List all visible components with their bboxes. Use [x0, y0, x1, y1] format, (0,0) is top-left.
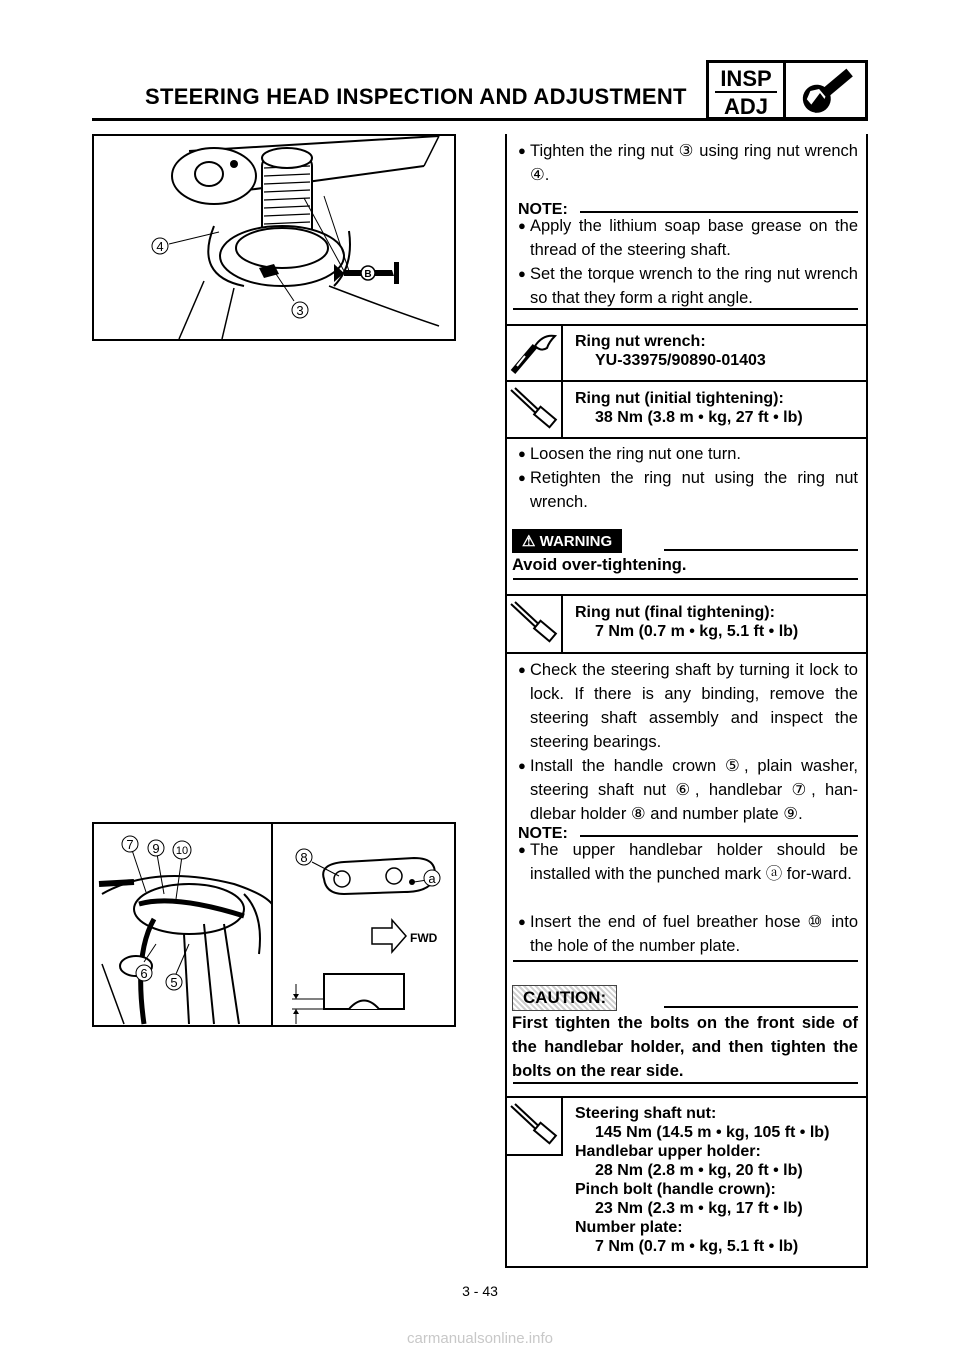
torque-spec-value: 145 Nm (14.5 m • kg, 105 ft • lb) [595, 1124, 830, 1141]
warning-end-rule [513, 578, 858, 580]
callout-3: 3 [296, 303, 304, 318]
page-number: 3 - 43 [462, 1283, 498, 1299]
torque-spec-title: Pinch bolt (handle crown): [575, 1181, 776, 1198]
warning-badge: ⚠ WARNING [512, 529, 622, 553]
bullet-icon: ● [518, 842, 526, 857]
handlebar-illustration [94, 824, 454, 1025]
badge-line2: ADJ [723, 94, 768, 119]
bullet-icon: ● [518, 218, 526, 233]
fwd-arrow-icon [372, 920, 406, 952]
note-rule [580, 211, 858, 213]
watermark: carmanualsonline.info [407, 1330, 553, 1347]
wrench-icon [786, 63, 865, 120]
spec-initial-tightening: Ring nut (initial tightening): 38 Nm (3.8 m • kg, 27 ft • lb) [575, 390, 803, 426]
callout-a: a [428, 871, 436, 886]
torque-spec-value: 28 Nm (2.8 m • kg, 20 ft • lb) [595, 1162, 803, 1179]
spec-divider [505, 437, 868, 439]
tool-badge [786, 60, 868, 120]
callout-5: 5 [170, 975, 178, 990]
torque-spec-list [575, 1104, 829, 1256]
bullet-icon: ● [518, 470, 526, 485]
caution-badge: CAUTION: [512, 985, 617, 1011]
spec-final-tightening: Ring nut (final tightening): 7 Nm (0.7 m • kg, 5.1 ft • lb) [575, 604, 799, 640]
note-label: NOTE: [518, 201, 568, 218]
torque-wrench-icon [505, 1098, 561, 1154]
note-label: NOTE: [518, 825, 568, 842]
torque-wrench-icon [505, 382, 561, 437]
step-install: ● Install the handle crown ⑤, plain washer, steering shaft nut ⑥, handlebar ⑦, han-dlebar holder ⑧ and number plate ⑨. [518, 754, 858, 826]
section-badge [706, 60, 786, 120]
special-tool-icon [505, 326, 561, 380]
step-tighten [518, 139, 858, 187]
warning-rule [664, 549, 858, 551]
caution-text: First tighten the bolts on the front side of the handlebar holder, and then tighten the bolts on the rear side. [512, 1014, 858, 1080]
step-check: ● Check the steering shaft by turning it lock to lock. If there is any binding, remove the steering shaft assembly and inspect the steering bearings. [518, 658, 858, 754]
bullet-icon: ● [518, 758, 526, 773]
torque-wrench-icon [505, 596, 561, 652]
torque-spec-value: 23 Nm (2.3 m • kg, 17 ft • lb) [595, 1200, 803, 1217]
bullet-icon: ● [518, 662, 526, 677]
note-end-rule [513, 308, 858, 310]
caution-rule [664, 1006, 858, 1008]
note-item: ● Insert the end of fuel breather hose ⑩ into the hole of the number plate. [518, 910, 858, 958]
step-tighten-text: Tighten the ring nut ③ using ring nut wrench ④. [530, 142, 858, 184]
fwd-label: FWD [410, 931, 438, 945]
badge-divider [715, 91, 777, 93]
torque-spec-title: Number plate: [575, 1219, 683, 1236]
bullet-icon: ● [518, 914, 526, 929]
caution-end-rule [513, 1082, 858, 1084]
page-title: STEERING HEAD INSPECTION AND ADJUSTMENT [145, 84, 687, 109]
step-retighten: ● Retighten the ring nut using the ring nut wrench. [518, 466, 858, 514]
bullet-icon: ● [518, 266, 526, 281]
step-loosen: ● Loosen the ring nut one turn. [518, 442, 858, 466]
callout-6: 6 [140, 966, 148, 981]
note-item: ● The upper handlebar holder should be installed with the punched mark ⓐ for-ward. [518, 838, 858, 886]
note-item: ● Set the torque wrench to the ring nut wrench so that they form a right angle. [518, 262, 858, 310]
callout-10: 10 [175, 845, 189, 857]
bullet-icon: ● [518, 143, 526, 158]
note-end-rule [513, 960, 858, 962]
warning-text: Avoid over-tightening. [512, 556, 687, 574]
figure-handlebar-holder [92, 822, 456, 1027]
torque-icon-cell [505, 1098, 563, 1156]
note-rule [580, 835, 858, 837]
callout-8: 8 [300, 850, 308, 865]
callout-4: 4 [156, 239, 164, 254]
callout-9: 9 [152, 841, 160, 856]
badge-line1: INSP [720, 66, 772, 91]
torque-icon-cell [505, 382, 563, 437]
torque-spec-title: Handlebar upper holder: [575, 1143, 761, 1160]
note-item: ● Apply the lithium soap base grease on the thread of the steering shaft. [518, 214, 858, 262]
callout-7: 7 [126, 837, 134, 852]
callout-b: B [364, 269, 372, 280]
torque-spec-value: 7 Nm (0.7 m • kg, 5.1 ft • lb) [595, 1238, 799, 1255]
torque-spec-title: Steering shaft nut: [575, 1105, 717, 1122]
spec-divider [505, 652, 868, 654]
figure-steering-ring-nut [92, 134, 456, 341]
torque-icon-cell [505, 596, 563, 652]
warning-icon: ⚠ [522, 533, 536, 550]
bullet-icon: ● [518, 446, 526, 461]
steering-head-illustration [94, 136, 454, 339]
spec-ring-nut-wrench: Ring nut wrench: YU-33975/90890-01403 [575, 333, 766, 369]
spec-icon-cell [505, 326, 563, 380]
